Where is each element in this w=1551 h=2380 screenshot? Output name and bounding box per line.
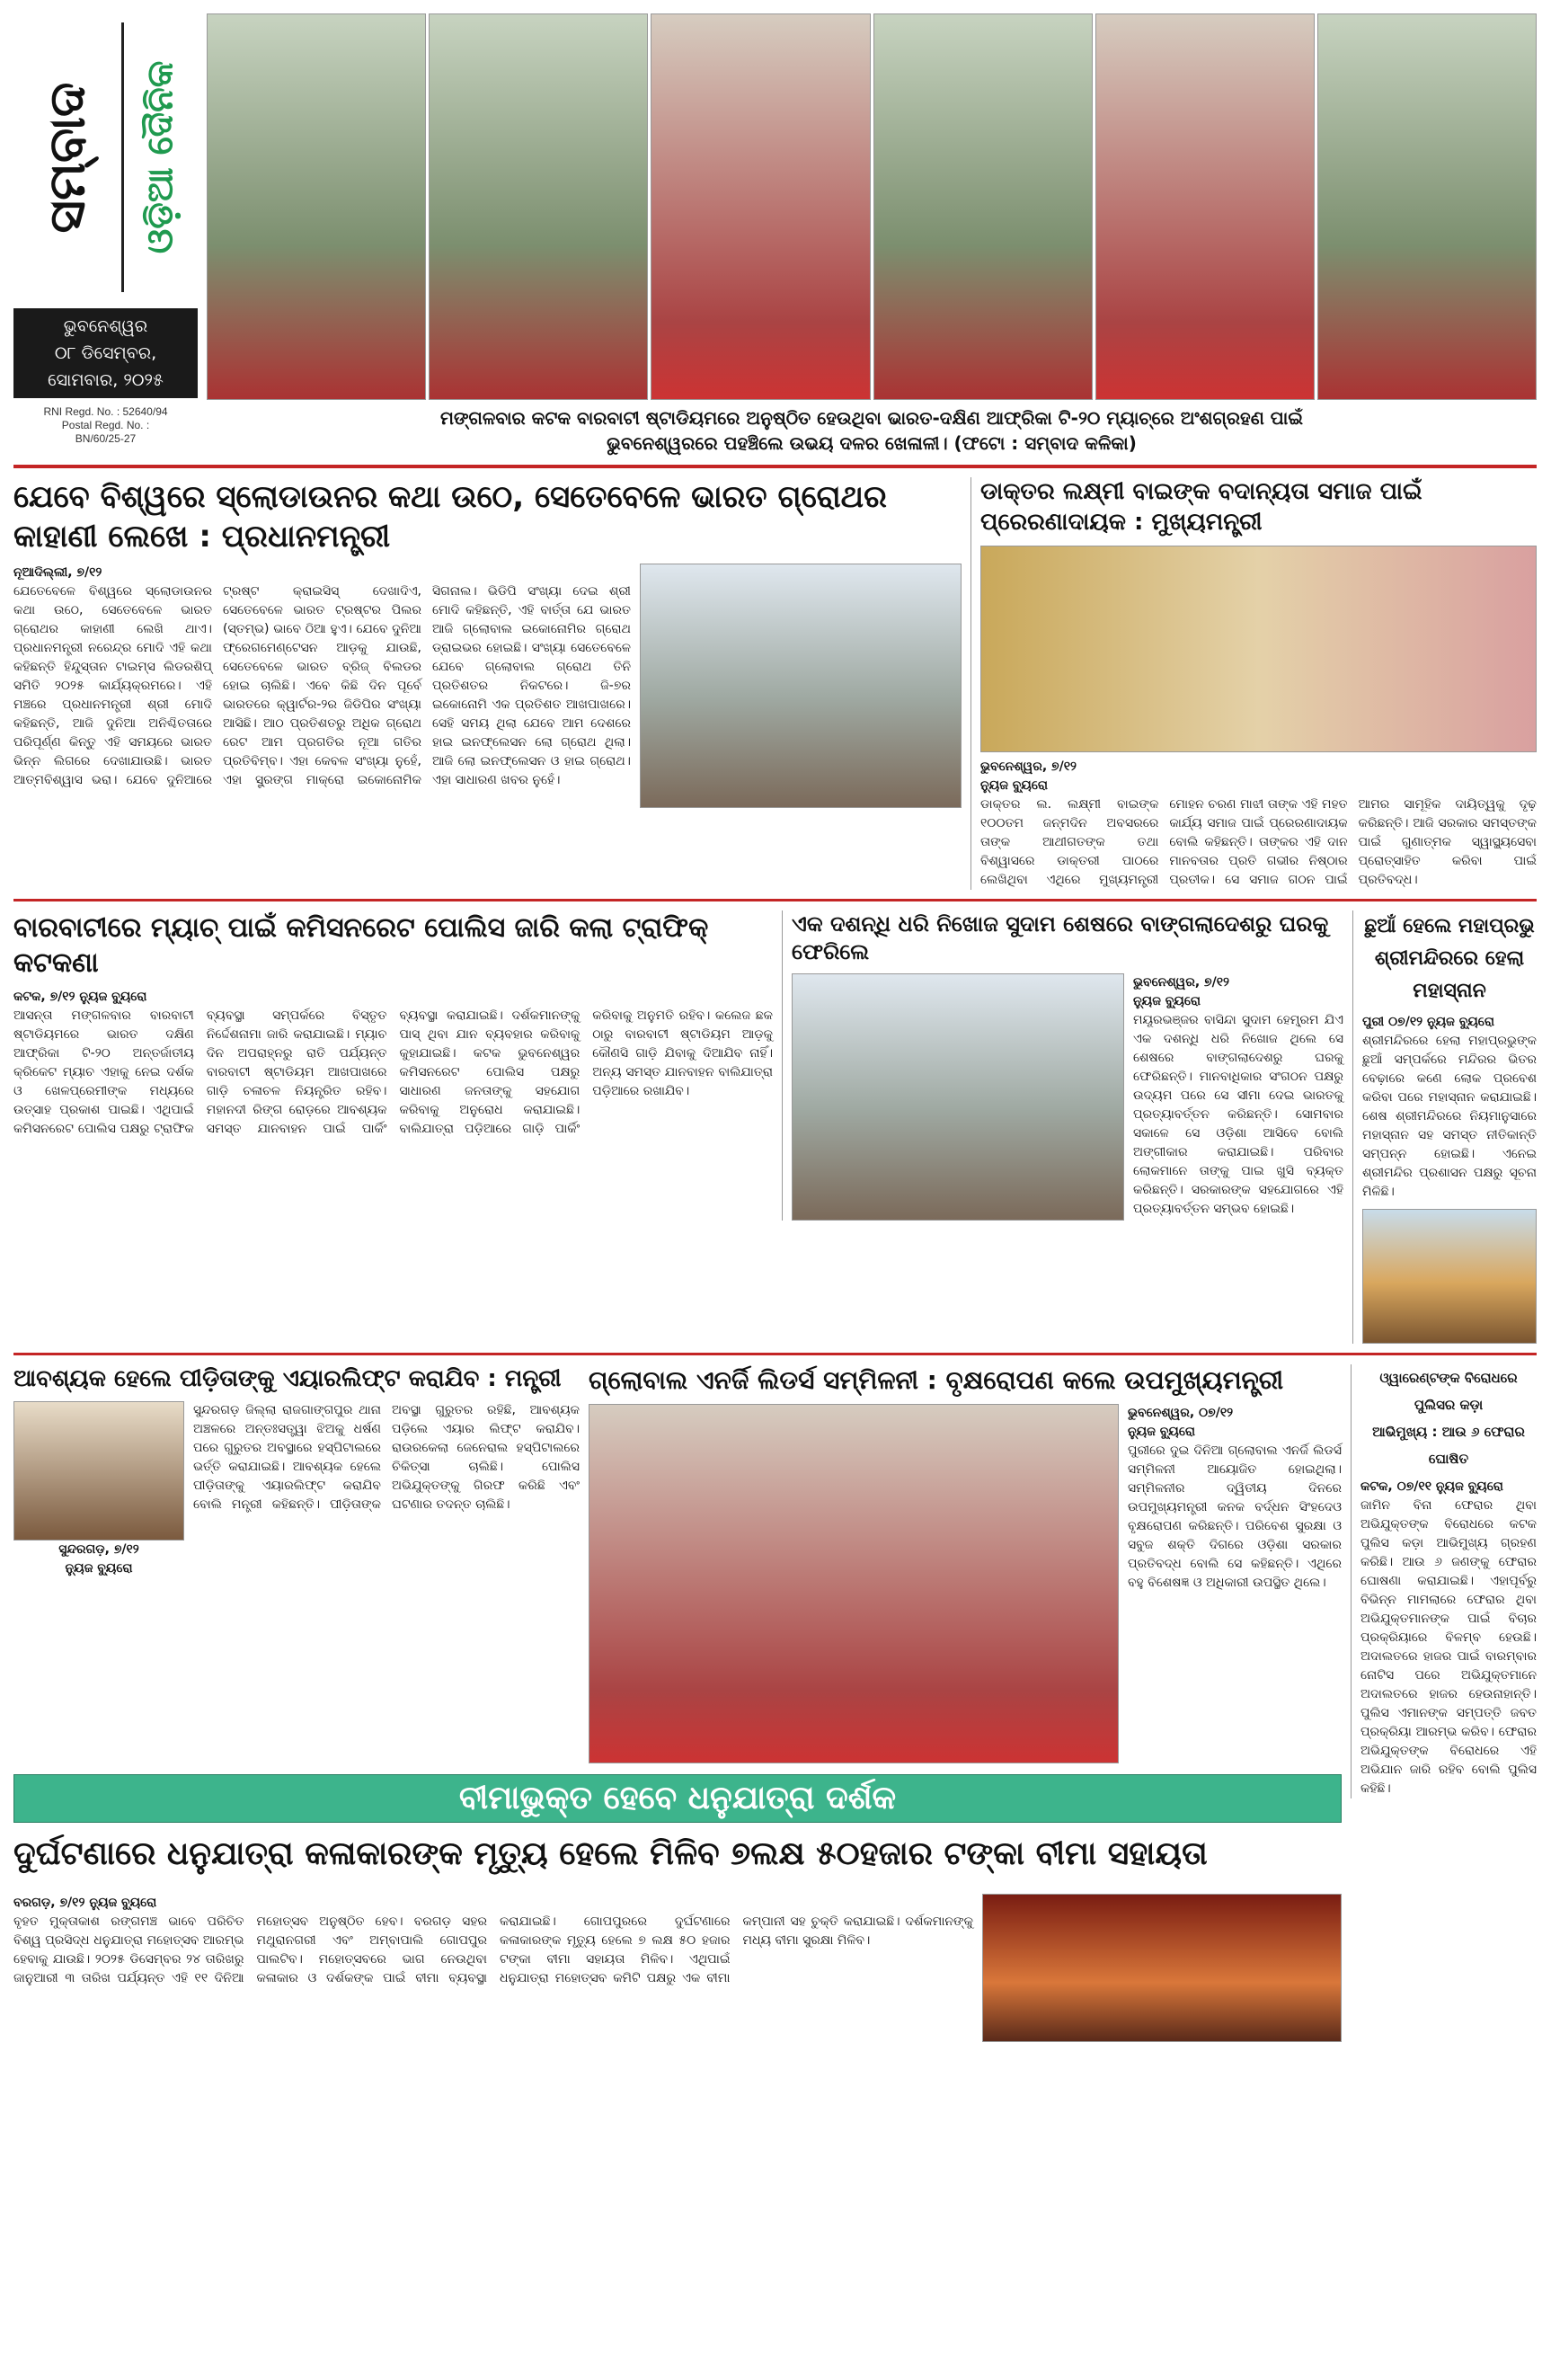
- dateline: ଭୁବନେଶ୍ୱର, ୦୭/୧୨: [1128, 1405, 1234, 1420]
- caption-line: ଭୁବନେଶ୍ୱରରେ ପହଞ୍ଚିଲେ ଉଭୟ ଦଳର ଖେଳାଳୀ। (ଫଟୋ : ସମ୍ବାଦ କଳିକା): [607, 432, 1137, 454]
- article-body: ସୁନ୍ଦରଗଡ଼ ଜିଲ୍ଲା ରାଜଗାଙ୍ଗପୁର ଥାନା ଅଞ୍ଚଳରେ ଅନ୍ତଃସତ୍ତ୍ୱା ଝିଅକୁ ଧର୍ଷଣ ପରେ ଗୁରୁତର ଅବସ୍ଥାରେ ହସ୍ପିଟାଲରେ ଭର୍ତ୍ତି କରାଯାଇଛି। ଆବଶ୍ୟକ ହେଲେ ପୀଡ଼ିତାଙ୍କୁ ଏୟାରଲିଫ୍ଟ କରାଯିବ ବୋଲି ମନ୍ତ୍ରୀ କହିଛନ୍ତି। ପୀଡ଼ିତାଙ୍କ ଅବସ୍ଥା ଗୁରୁତର ରହିଛି, ଆବଶ୍ୟକ ପଡ଼ିଲେ ଏୟାର ଲିଫ୍ଟ କରାଯିବ। ରାଉରକେଲା ଜେନେରାଲ ହସ୍ପିଟାଲରେ ଚିକିତ୍ସା ଚାଲିଛି। ପୋଲିସ ଅଭିଯୁକ୍ତଙ୍କୁ ଗିରଫ କରିଛି ଏବଂ ଘଟଣାର ତଦନ୍ତ ଚାଲିଛି।: [193, 1403, 580, 1513]
- player-photo: [873, 13, 1093, 400]
- article-body: ଜାମିନ ବିନା ଫେରାର ଥିବା ଅଭିଯୁକ୍ତଙ୍କ ବିରୋଧରେ କଟକ ପୁଲିସ କଡ଼ା ଆଭିମୁଖ୍ୟ ଗ୍ରହଣ କରିଛି। ଆଉ ୬ ଜଣଙ୍କୁ ଫେରାର ଘୋଷଣା କରାଯାଇଛି। ଏହାପୂର୍ବରୁ ବିଭିନ୍ନ ମାମଲାରେ ଫେରାର ଥିବା ଅଭିଯୁକ୍ତମାନଙ୍କ ପାଇଁ ବିଚାର ପ୍ରକ୍ରିୟାରେ ବିଳମ୍ବ ହେଉଛି। ଅଦାଲତରେ ହାଜର ପାଇଁ ବାରମ୍ବାର ନୋଟିସ ପରେ ଅଭିଯୁକ୍ତମାନେ ଅଦାଲତରେ ହାଜର ହେଉନାହାନ୍ତି। ପୁଲିସ ଏମାନଙ୍କ ସମ୍ପତ୍ତି ଜବତ ପ୍ରକ୍ରିୟା ଆରମ୍ଭ କରିବ। ଫେରାର ଅଭିଯୁକ୍ତଙ୍କ ବିରୋଧରେ ଏହି ଅଭିଯାନ ଜାରି ରହିବ ବୋଲି ପୁଲିସ କହିଛି।: [1360, 1497, 1537, 1796]
- dateline: ସୁନ୍ଦରଗଡ଼, ୭/୧୨: [58, 1542, 139, 1558]
- byline: ନ୍ୟୁଜ ବ୍ୟୁରୋ: [980, 777, 1048, 793]
- banner-text: ବୀମାଭୁକ୍ତ ହେବେ ଧନୁଯାତ୍ରା ଦର୍ଶକ: [458, 1779, 897, 1816]
- day-year: ସୋମବାର, ୨୦୨୫: [48, 370, 164, 390]
- dateline: ପୁରୀ ୦୭/୧୨ ନ୍ୟୁଜ ବ୍ୟୁରୋ: [1362, 1014, 1494, 1029]
- dateline: ନୂଆଦିଲ୍ଲୀ, ୭/୧୨: [13, 565, 102, 581]
- postal-label: Postal Regd. No. :: [61, 419, 150, 431]
- headline[interactable]: ବାରବାଟୀରେ ମ୍ୟାଚ୍ ପାଇଁ କମିସନରେଟ ପୋଲିସ ଜାରି କଲା ଟ୍ରାଫିକ୍ କଟକଣା: [13, 911, 709, 979]
- section-rule: [13, 1353, 1537, 1355]
- headline[interactable]: ଗ୍ଲୋବାଲ ଏନର୍ଜି ଲିଡର୍ସ ସମ୍ମିଳନୀ : ବୃକ୍ଷରୋପଣ କଲେ ଉପମୁଖ୍ୟମନ୍ତ୍ରୀ: [589, 1364, 1284, 1395]
- section-rule: [13, 899, 1537, 901]
- cm-and-doctor-photo: [980, 546, 1537, 752]
- article-body: ପୁରୀରେ ଦୁଇ ଦିନିଆ ଗ୍ଲୋବାଲ ଏନର୍ଜି ଲିଡର୍ସ ସମ୍ମିଳନୀ ଆୟୋଜିତ ହୋଇଥିଲା। ସମ୍ମିଳନୀର ଦ୍ୱିତୀୟ ଦିନରେ ଉପମୁଖ୍ୟମନ୍ତ୍ରୀ କନକ ବର୍ଦ୍ଧନ ସିଂହଦେଓ ବୃକ୍ଷରୋପଣ କରିଛନ୍ତି। ପରିବେଶ ସୁରକ୍ଷା ଓ ସବୁଜ ଶକ୍ତି ଦିଗରେ ଓଡ଼ିଶା ସରକାର ପ୍ରତିବଦ୍ଧ ବୋଲି ସେ କହିଛନ୍ତି। ଏଥିରେ ବହୁ ବିଶେଷଜ୍ଞ ଓ ଅଧିକାରୀ ଉପସ୍ଥିତ ଥିଲେ।: [1128, 1443, 1342, 1590]
- sudam-return-photo: [792, 973, 1124, 1221]
- headline[interactable]: ଓ୍ୱାରେଣ୍ଟଙ୍କ ବିରୋଧରେ ପୁଲିସର କଡ଼ା ଆଭିମୁଖ୍ୟ : ଆଉ ୬ ଫେରାର ଘୋଷିତ: [1372, 1369, 1525, 1467]
- logo-green-text: ଓଡ଼ିଆ ଦୈନିକ: [139, 60, 181, 254]
- masthead: [13, 13, 198, 456]
- dhanuyatra-stage-photo: [982, 1894, 1342, 2042]
- article-body: ଡାକ୍ତର ଲ. ଲକ୍ଷ୍ମୀ ବାଇଙ୍କ ୧୦୦ତମ ଜନ୍ମଦିନ ଅବସରରେ ତାଙ୍କ ଆଥୀଗତଙ୍କ ତଥା ବିଶ୍ୱାସରେ ଡାକ୍ତରୀ ପାଠରେ ଲେଖିଥିବା ଏଥିରେ ମୁଖ୍ୟମନ୍ତ୍ରୀ ମୋହନ ଚରଣ ମାଝୀ ତାଙ୍କ ଏହି ମହତ କାର୍ଯ୍ୟ ସମାଜ ପାଇଁ ପ୍ରେରଣାଦାୟକ ବୋଲି କହିଛନ୍ତି। ତାଙ୍କର ଏହି ଦାନ ମାନବତାର ପ୍ରତି ଗଭୀର ନିଷ୍ଠାର ପ୍ରତୀକ। ସେ ସମାଜ ଗଠନ ପାଇଁ ଆମର ସାମୂହିକ ଦାୟିତ୍ୱକୁ ଦୃଢ଼ କରିଛନ୍ତି। ଆଜି ସରକାର ସମସ୍ତଙ୍କ ପାଇଁ ଗୁଣାତ୍ମକ ସ୍ୱାସ୍ଥ୍ୟସେବା ପ୍ରୋତ୍ସାହିତ କରିବା ପାଇଁ ପ୍ରତିବଦ୍ଧ।: [980, 796, 1537, 887]
- byline: ନ୍ୟୁଜ ବ୍ୟୁରୋ: [65, 1561, 133, 1576]
- postal-number: BN/60/25-27: [75, 432, 137, 445]
- byline: ନ୍ୟୁଜ ବ୍ୟୁରୋ: [1128, 1424, 1195, 1439]
- article-body: ବୃହତ ମୁକ୍ତାକାଶ ରଙ୍ଗମଞ୍ଚ ଭାବେ ପରିଚିତ ବିଶ୍ୱ ପ୍ରସିଦ୍ଧ ଧନୁଯାତ୍ରା ମହୋତ୍ସବ ଆରମ୍ଭ ହେବାକୁ ଯାଉଛି। ୨୦୨୫ ଡିସେମ୍ବର ୨୪ ତାରିଖରୁ ଜାନୁଆରୀ ୩ ତାରିଖ ପର୍ଯ୍ୟନ୍ତ ଏହି ୧୧ ଦିନିଆ ମହୋତ୍ସବ ଅନୁଷ୍ଠିତ ହେବ। ବରଗଡ଼ ସହର ମଥୁରାନଗରୀ ଏବଂ ଅମ୍ବାପାଲି ଗୋପପୁର ପାଲଟିବ। ମହୋତ୍ସବରେ ଭାଗ ନେଉଥିବା କଳାକାର ଓ ଦର୍ଶକଙ୍କ ପାଇଁ ବୀମା ବ୍ୟବସ୍ଥା କରାଯାଇଛି। ଗୋପପୁରରେ ଦୁର୍ଘଟଣାରେ କଳାକାରଙ୍କ ମୃତ୍ୟୁ ହେଲେ ୭ ଲକ୍ଷ ୫୦ ହଜାର ଟଙ୍କା ବୀମା ସହାୟତା ମିଳିବ। ଏଥିପାଇଁ ଧନୁଯାତ୍ରା ମହୋତ୍ସବ କମିଟି ପକ୍ଷରୁ ଏକ ବୀମା କମ୍ପାନୀ ସହ ଚୁକ୍ତି କରାଯାଇଛି। ଦର୍ଶକମାନଙ୍କୁ ମଧ୍ୟ ବୀମା ସୁରକ୍ଷା ମିଳିବ।: [13, 1914, 973, 1985]
- dateline: ଭୁବନେଶ୍ୱର, ୭/୧୨: [1133, 974, 1229, 990]
- player-photo: [1317, 13, 1537, 400]
- headline[interactable]: ଡାକ୍ତର ଲକ୍ଷ୍ମୀ ବାଇଙ୍କ ବଦାନ୍ୟତା ସମାଜ ପାଇଁ ପ୍ରେରଣାଦାୟକ : ମୁଖ୍ୟମନ୍ତ୍ରୀ: [980, 478, 1422, 536]
- dateline: କଟକ, ୭/୧୨ ନ୍ୟୁଜ ବ୍ୟୁରୋ: [13, 989, 147, 1004]
- article-body: ମୟୂରଭଞ୍ଜର ବାସିନ୍ଦା ସୁଦାମ ହେମ୍ବ୍ରମ ଯିଏ ଏକ ଦଶନ୍ଧି ଧରି ନିଖୋଜ ଥିଲେ ସେ ଶେଷରେ ବାଙ୍ଗଲାଦେଶରୁ ଘରକୁ ଫେରିଛନ୍ତି। ମାନବାଧିକାର ସଂଗଠନ ପକ୍ଷରୁ ଉଦ୍ୟମ ପରେ ସେ ସୀମା ଦେଇ ଭାରତକୁ ପ୍ରତ୍ୟାବର୍ତ୍ତନ କରିଛନ୍ତି। ସୋମବାର ସକାଳେ ସେ ଓଡ଼ିଶା ଆସିବେ ବୋଲି ଅଙ୍ଗୀକାର କରାଯାଇଛି। ପରିବାର ଲୋକମାନେ ତାଙ୍କୁ ପାଇ ଖୁସି ବ୍ୟକ୍ତ କରିଛନ୍ତି। ସରକାରଙ୍କ ସହଯୋଗରେ ଏହି ପ୍ରତ୍ୟାବର୍ତ୍ତନ ସମ୍ଭବ ହୋଇଛି।: [1133, 1012, 1343, 1216]
- jagannath-temple-photo: [1362, 1209, 1537, 1344]
- date-box: [13, 308, 198, 398]
- headline[interactable]: ଯେବେ ବିଶ୍ୱରେ ସ୍ଲୋଡାଉନର କଥା ଉଠେ, ସେତେବେଳେ ଭାରତ ଗ୍ରୋଥର କାହାଣୀ ଲେଖେ : ପ୍ରଧାନମନ୍ତ୍ରୀ: [13, 479, 887, 555]
- article-body: ଯେତେବେଳେ ବିଶ୍ୱରେ ସ୍ଲୋଡାଉନର କଥା ଉଠେ, ସେତେବେଳେ ଭାରତ ଗ୍ରୋଥର କାହାଣୀ ଲେଖି ଥାଏ। ପ୍ରଧାନମନ୍ତ୍ରୀ ନରେନ୍ଦ୍ର ମୋଦି ଏହି କଥା କହିଛନ୍ତି ହିନ୍ଦୁସ୍ତାନ ଟାଇମ୍ସ ଲିଡରଶିପ୍ ସମିତି ୨୦୨୫ କାର୍ଯ୍ୟକ୍ରମରେ। ଏହି ମଞ୍ଚରେ ପ୍ରଧାନମନ୍ତ୍ରୀ ଶ୍ରୀ ମୋଦି କହିଛନ୍ତି, ଆଜି ଦୁନିଆ ଅନିଶ୍ଚିତତାରେ ପରିପୂର୍ଣ୍ଣ କିନ୍ତୁ ଏହି ସମୟରେ ଭାରତ ଭିନ୍ନ ଲିଗରେ ଦେଖାଯାଉଛି। ଭାରତ ଆତ୍ମବିଶ୍ୱାସ ଭରା। ଯେବେ ଦୁନିଆରେ ଟ୍ରଷ୍ଟ କ୍ରାଇସିସ୍ ଦେଖାଦିଏ, ସେତେବେଳେ ଭାରତ ଟ୍ରଷ୍ଟର ପିଲର (ସ୍ତମ୍ଭ) ଭାବେ ଠିଆ ହୁଏ। ଯେବେ ଦୁନିଆ ଫ୍ରେଗମେଣ୍ଟେସନ ଆଡ଼କୁ ଯାଉଛି, ସେତେବେଳେ ଭାରତ ବ୍ରିଜ୍ ବିଲଡର ହୋଇ ଚାଲିଛି। ଏବେ କିଛି ଦିନ ପୂର୍ବେ ଭାରତରେ କ୍ୱାର୍ଟର-୨ର ଜିଡିପିର ସଂଖ୍ୟା ଆସିଛି। ଆଠ ପ୍ରତିଶତରୁ ଅଧିକ ଗ୍ରୋଥ ରେଟ ଆମ ପ୍ରଗତିର ନୂଆ ଗତିର ପ୍ରତିବିମ୍ବ। ଏହା କେବଳ ସଂଖ୍ୟା ନୁହେଁ, ଏହା ସ୍ଟ୍ରଙ୍ଗ ମାକ୍ରୋ ଇକୋନୋମିକ ସିଗନାଲ। ଭିଡିପି ସଂଖ୍ୟା ଦେଇ ଶ୍ରୀ ମୋଦି କହିଛନ୍ତି, ଏହି ବାର୍ତ୍ତା ଯେ ଭାରତ ଆଜି ଗ୍ଲୋବାଲ ଇକୋନୋମିର ଗ୍ରୋଥ ଡ୍ରାଇଭର ହୋଇଛି। ସଂଖ୍ୟା ସେତେବେଳେ ଯେବେ ଗ୍ଲୋବାଲ ଗ୍ରୋଥ ତିନି ପ୍ରତିଶତର ନିକଟରେ। ଜି-୭ର ଇକୋନୋମି ଏକ ପ୍ରତିଶତ ଆଖପାଖରେ। ସେହି ସମୟ ଥିଲା ଯେବେ ଆମ ଦେଶରେ ହାଇ ଇନଫ୍ଲେସନ ଲୋ ଗ୍ରୋଥ ଥିଲା। ଆଜି ଲୋ ଇନଫ୍ଲେସନ ଓ ହାଇ ଗ୍ରୋଥ। ଏହା ସାଧାରଣ ଖବର ନୁହେଁ।: [13, 584, 631, 788]
- byline: ନ୍ୟୁଜ ବ୍ୟୁରୋ: [1133, 993, 1201, 1008]
- headline[interactable]: ଏକ ଦଶନ୍ଧି ଧରି ନିଖୋଜ ସୁଦାମ ଶେଷରେ ବାଙ୍ଗଲାଦେଶରୁ ଘରକୁ ଫେରିଲେ: [792, 910, 1329, 964]
- player-photo: [651, 13, 870, 400]
- modi-photo: [640, 564, 962, 808]
- minister-photo: [13, 1401, 184, 1541]
- caption-line: ମଙ୍ଗଳବାର କଟକ ବାରବାଟୀ ଷ୍ଟାଡିୟମରେ ଅନୁଷ୍ଠିତ ହେଉଥିବା ଭାରତ-ଦକ୍ଷିଣ ଆଫ୍ରିକା ଟି-୨୦ ମ୍ୟାଚ୍‌ରେ ଅଂଶଗ୍ରହଣ ପାଇଁ: [440, 407, 1303, 429]
- player-photo: [429, 13, 648, 400]
- article-body: ଆସନ୍ତା ମଙ୍ଗଳବାର ବାରବାଟୀ ଷ୍ଟାଡିୟମରେ ଭାରତ ଦକ୍ଷିଣ ଆଫ୍ରିକା ଟି-୨୦ ଅନ୍ତର୍ଜାତୀୟ କ୍ରିକେଟ ମ୍ୟାଚ ଏହାକୁ ନେଇ ଦର୍ଶକ ଓ ଖେଳପ୍ରେମୀଙ୍କ ମଧ୍ୟରେ ଉତ୍ସାହ ପ୍ରକାଶ ପାଇଛି। ଏଥିପାଇଁ କମିସନରେଟ ପୋଲିସ ପକ୍ଷରୁ ଟ୍ରାଫିକ ବ୍ୟବସ୍ଥା ସମ୍ପର୍କରେ ବିସ୍ତୃତ ନିର୍ଦ୍ଦେଶନାମା ଜାରି କରାଯାଇଛି। ମ୍ୟାଚ ଦିନ ଅପରାହ୍ନରୁ ରାତି ପର୍ଯ୍ୟନ୍ତ ବାରବାଟୀ ଷ୍ଟାଡିୟମ ଆଖପାଖରେ ଗାଡ଼ି ଚଳାଚଳ ନିୟନ୍ତ୍ରିତ ରହିବ। ମହାନଦୀ ରିଙ୍ଗ ରୋଡ଼ରେ ଆବଶ୍ୟକ ସମସ୍ତ ଯାନବାହନ ପାଇଁ ପାର୍କିଂ ବ୍ୟବସ୍ଥା କରାଯାଇଛି। ଦର୍ଶକମାନଙ୍କୁ ପାସ୍ ଥିବା ଯାନ ବ୍ୟବହାର କରିବାକୁ କୁହାଯାଇଛି। କଟକ ଭୁବନେଶ୍ୱର କମିସନରେଟ ପୋଲିସ ପକ୍ଷରୁ ସାଧାରଣ ଜନତାଙ୍କୁ ସହଯୋଗ କରିବାକୁ ଅନୁରୋଧ କରାଯାଇଛି। ବାଲିଯାତ୍ରା ପଡ଼ିଆରେ ଗାଡ଼ି ପାର୍କିଂ କରିବାକୁ ଅନୁମତି ରହିବ। କଲେଜ ଛକ ଠାରୁ ବାରବାଟୀ ଷ୍ଟାଡିୟମ ଆଡ଼କୁ କୌଣସି ଗାଡ଼ି ଯିବାକୁ ଦିଆଯିବ ନାହିଁ। ଅନ୍ୟ ସମସ୍ତ ଯାନବାହନ ବାଲିଯାତ୍ରା ପଡ଼ିଆରେ ରଖାଯିବ।: [13, 1008, 773, 1136]
- article-body: ଶ୍ରୀମନ୍ଦିରରେ ହେଲା ମହାପ୍ରଭୁଙ୍କ ଛୁଆଁ ସମ୍ପର୍କରେ ମନ୍ଦିରର ଭିତର ବେଢ଼ାରେ କଣେ ଲୋକ ପ୍ରବେଶ କରିବା ପରେ ମହାସ୍ନାନ କରାଯାଇଛି। ଶେଷ ଶ୍ରୀମନ୍ଦିରରେ ନିୟମାନୁସାରେ ମହାସ୍ନାନ ସହ ସମସ୍ତ ନୀତିକାନ୍ତି ସମ୍ପନ୍ନ ହୋଇଛି। ଏନେଇ ଶ୍ରୀମନ୍ଦିର ପ୍ରଶାସନ ପକ୍ଷରୁ ସୂଚନା ମିଳିଛି।: [1362, 1033, 1537, 1199]
- headline[interactable]: ଦୁର୍ଘଟଣାରେ ଧନୁଯାତ୍ରା କଳାକାରଙ୍କ ମୃତ୍ୟୁ ହେଲେ ମିଳିବ ୭ଲକ୍ଷ ୫୦ହଜାର ଟଙ୍କା ବୀମା ସହାୟତା: [13, 1834, 1208, 1872]
- top-photo-strip: [207, 13, 1537, 400]
- city: ଭୁବନେଶ୍ୱର: [63, 316, 148, 336]
- player-photo: [207, 13, 426, 400]
- rni-number: RNI Regd. No. : 52640/94: [43, 405, 168, 418]
- dateline: ବରଗଡ଼, ୭/୧୨ ନ୍ୟୁଜ ବ୍ୟୁରୋ: [13, 1895, 157, 1910]
- headline[interactable]: ଆବଶ୍ୟକ ହେଲେ ପୀଡ଼ିତାଙ୍କୁ ଏୟାରଲିଫ୍ଟ କରାଯିବ : ମନ୍ତ୍ରୀ: [13, 1364, 562, 1392]
- tree-plantation-photo: [589, 1404, 1119, 1763]
- dateline: ଭୁବନେଶ୍ୱର, ୭/୧୨: [980, 759, 1077, 774]
- section-rule: [13, 465, 1537, 468]
- dateline: କଟକ, ୦୭/୧୧ ନ୍ୟୁଜ ବ୍ୟୁରୋ: [1360, 1479, 1503, 1494]
- newspaper-logo[interactable]: ସମ୍ବାଦ: [37, 82, 97, 233]
- section-banner: [13, 1774, 1342, 1823]
- player-photo: [1095, 13, 1315, 400]
- headline[interactable]: ଛୁଆଁ ହେଲେ ମହାପ୍ରଭୁ ଶ୍ରୀମନ୍ଦିରରେ ହେଲା ମହାସ୍ନାନ: [1364, 914, 1535, 1002]
- date: ୦୮ ଡିସେମ୍ବର,: [54, 343, 157, 363]
- top-photo-caption: [207, 405, 1537, 456]
